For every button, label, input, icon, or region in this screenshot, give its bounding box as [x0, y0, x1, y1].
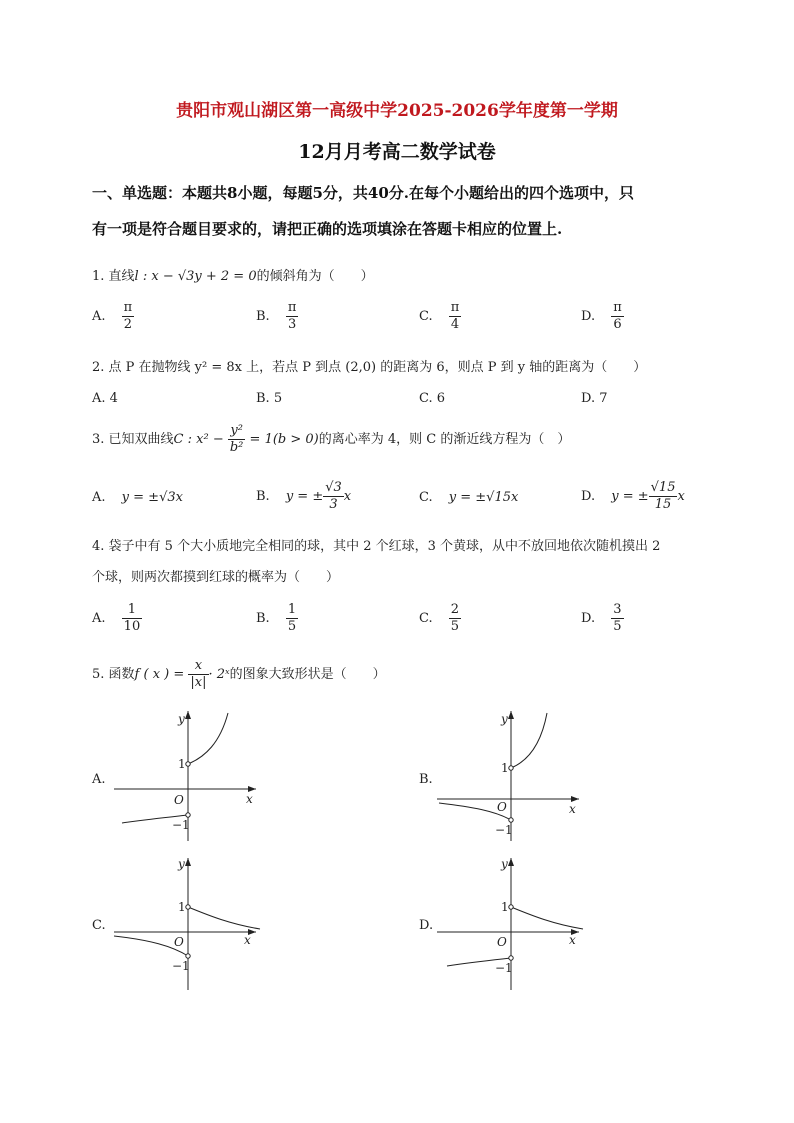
- option-expr-tail: x: [343, 489, 352, 504]
- origin-label: O: [174, 793, 184, 807]
- question-3-expr-b: = 1(b > 0): [249, 432, 319, 447]
- fraction: $\frac{1}{5}$: [287, 602, 297, 634]
- open-point-upper: [509, 766, 513, 770]
- x-axis-label: x: [246, 792, 253, 806]
- fraction: $\frac{\pi}{4}$: [450, 300, 460, 332]
- y-axis-label: y: [501, 857, 508, 871]
- q4-option-c[interactable]: [419, 602, 461, 635]
- q5-option-b-label[interactable]: B.: [419, 772, 433, 787]
- question-5: [92, 658, 386, 691]
- origin-label: O: [174, 935, 184, 949]
- q5-option-a-label[interactable]: A.: [92, 772, 106, 787]
- fraction: $\frac{x}{|x|}$: [190, 658, 207, 690]
- question-5-mult: · 2ˣ: [208, 667, 230, 682]
- exam-title-school: 贵阳市观山湖区第一高级中学2025-2026学年度第一学期: [176, 101, 618, 121]
- option-label: D.: [581, 309, 596, 324]
- fraction: $\frac{\pi}{3}$: [287, 300, 297, 332]
- fraction: $\frac{√15}{15}$: [650, 480, 676, 512]
- open-point-upper: [186, 905, 190, 909]
- option-label: D.: [581, 489, 596, 504]
- y-axis-arrow: [185, 711, 191, 719]
- x-axis-label: x: [569, 933, 576, 947]
- section-instructions-line1: 一、单选题：本题共8小题，每题5分，共40分.在每个小题给出的四个选项中，只: [92, 184, 634, 202]
- tick-label-lower: −1: [495, 823, 513, 837]
- tick-label-lower: −1: [172, 959, 190, 973]
- open-point-lower: [509, 956, 513, 960]
- q5-option-d-graph[interactable]: [433, 852, 593, 992]
- option-label: B.: [256, 309, 270, 324]
- fraction: $\frac{\text{y²}}{\text{b²}}$: [229, 423, 244, 455]
- fraction: $\frac{\pi}{6}$: [613, 300, 622, 332]
- q4-option-d[interactable]: [581, 602, 624, 635]
- curve-right: [188, 907, 260, 929]
- origin-label: O: [497, 800, 507, 814]
- open-point-upper: [186, 762, 190, 766]
- q3-option-d[interactable]: [581, 480, 685, 513]
- q3-option-c[interactable]: [419, 490, 518, 505]
- question-2: 2. 点 P 在抛物线 y² = 8x 上，若点 P 到点 (2,0) 的距离为 6，则点 P 到 y 轴的距离为（ ）: [92, 360, 647, 375]
- option-label: A.: [92, 490, 106, 505]
- option-label: C.: [419, 490, 433, 505]
- open-point-lower: [186, 813, 190, 817]
- fraction: $\frac{1}{10}$: [123, 602, 141, 634]
- q1-option-c[interactable]: [419, 300, 461, 333]
- q1-option-a[interactable]: [92, 300, 134, 333]
- option-label: C.: [419, 309, 433, 324]
- question-4-line1: 4. 袋子中有 5 个大小质地完全相同的球，其中 2 个红球，3 个黄球，从中不放回地依次随机摸出 2: [92, 539, 661, 554]
- tick-label-upper: 1: [501, 761, 509, 775]
- question-1-expr: l : x − √3y + 2 = 0: [134, 269, 257, 284]
- q4-option-b[interactable]: [256, 602, 298, 635]
- y-axis-arrow: [508, 711, 514, 719]
- fraction: $\frac{2}{5}$: [450, 602, 460, 634]
- question-3-prefix: 3. 已知双曲线: [92, 432, 174, 447]
- curve-right: [511, 907, 583, 929]
- tick-label-upper: 1: [501, 900, 509, 914]
- q5-option-c-label[interactable]: C.: [92, 918, 106, 933]
- open-point-upper: [509, 905, 513, 909]
- question-5-fx: f ( x ) =: [134, 667, 185, 682]
- option-expr: y = ±: [285, 489, 324, 504]
- q2-option-c[interactable]: C. 6: [419, 391, 446, 406]
- question-1-number: 1. 直线: [92, 269, 135, 284]
- option-label: B.: [256, 489, 270, 504]
- y-axis-label: y: [178, 712, 185, 726]
- tick-label-upper: 1: [178, 900, 186, 914]
- option-label: B.: [256, 611, 270, 626]
- y-axis-arrow: [508, 858, 514, 866]
- question-5-tail: 的图象大致形状是（ ）: [229, 667, 386, 682]
- y-axis-label: y: [178, 857, 185, 871]
- y-axis-label: y: [501, 712, 508, 726]
- curve-right: [188, 713, 228, 764]
- y-axis-arrow: [185, 858, 191, 866]
- open-point-lower: [509, 818, 513, 822]
- curve-right: [511, 713, 547, 768]
- q1-option-d[interactable]: [581, 300, 624, 333]
- q5-option-a-graph[interactable]: [110, 705, 270, 845]
- q1-option-b[interactable]: [256, 300, 298, 333]
- q2-option-b[interactable]: B. 5: [256, 391, 283, 406]
- tick-label-lower: −1: [172, 818, 190, 832]
- fraction: $\frac{√3}{3}$: [325, 480, 342, 512]
- option-expr-tail: x: [677, 489, 685, 504]
- x-axis-label: x: [244, 933, 251, 947]
- question-3-tail: 的离心率为 4，则 C 的渐近线方程为（ ）: [318, 432, 571, 447]
- open-point-lower: [186, 954, 190, 958]
- option-expr: y = ±√15x: [448, 490, 519, 505]
- question-1: [92, 265, 374, 284]
- option-label: D.: [581, 611, 596, 626]
- q5-option-b-graph[interactable]: [433, 705, 593, 845]
- question-5-prefix: 5. 函数: [92, 667, 135, 682]
- section-instructions-line2: 有一项是符合题目要求的，请把正确的选项填涂在答题卡相应的位置上.: [92, 220, 563, 238]
- q2-option-a[interactable]: A. 4: [92, 391, 118, 406]
- question-3-expr: C : x² −: [173, 432, 224, 447]
- fraction: $\frac{\pi}{2}$: [123, 300, 133, 332]
- exam-title: 12月月考高二数学试卷: [298, 141, 496, 163]
- q3-option-a[interactable]: [92, 490, 183, 505]
- q5-option-d-label[interactable]: D.: [419, 918, 434, 933]
- fraction: $\frac{3}{5}$: [613, 602, 622, 634]
- option-label: A.: [92, 611, 106, 626]
- tick-label-upper: 1: [178, 757, 186, 771]
- option-expr: y = ±√3x: [121, 490, 183, 505]
- question-4-line2: 个球，则两次都摸到红球的概率为（ ）: [92, 570, 340, 585]
- question-3: [92, 423, 570, 456]
- q3-option-b[interactable]: [256, 480, 351, 513]
- q4-option-a[interactable]: [92, 602, 142, 635]
- tick-label-lower: −1: [495, 961, 513, 975]
- x-axis-label: x: [569, 802, 576, 816]
- q2-option-d[interactable]: D. 7: [581, 391, 608, 406]
- option-label: C.: [419, 611, 433, 626]
- origin-label: O: [497, 935, 507, 949]
- question-1-tail: 的倾斜角为（ ）: [256, 269, 374, 284]
- option-expr: y = ±: [611, 489, 649, 504]
- q5-option-c-graph[interactable]: [110, 852, 270, 992]
- option-label: A.: [92, 309, 106, 324]
